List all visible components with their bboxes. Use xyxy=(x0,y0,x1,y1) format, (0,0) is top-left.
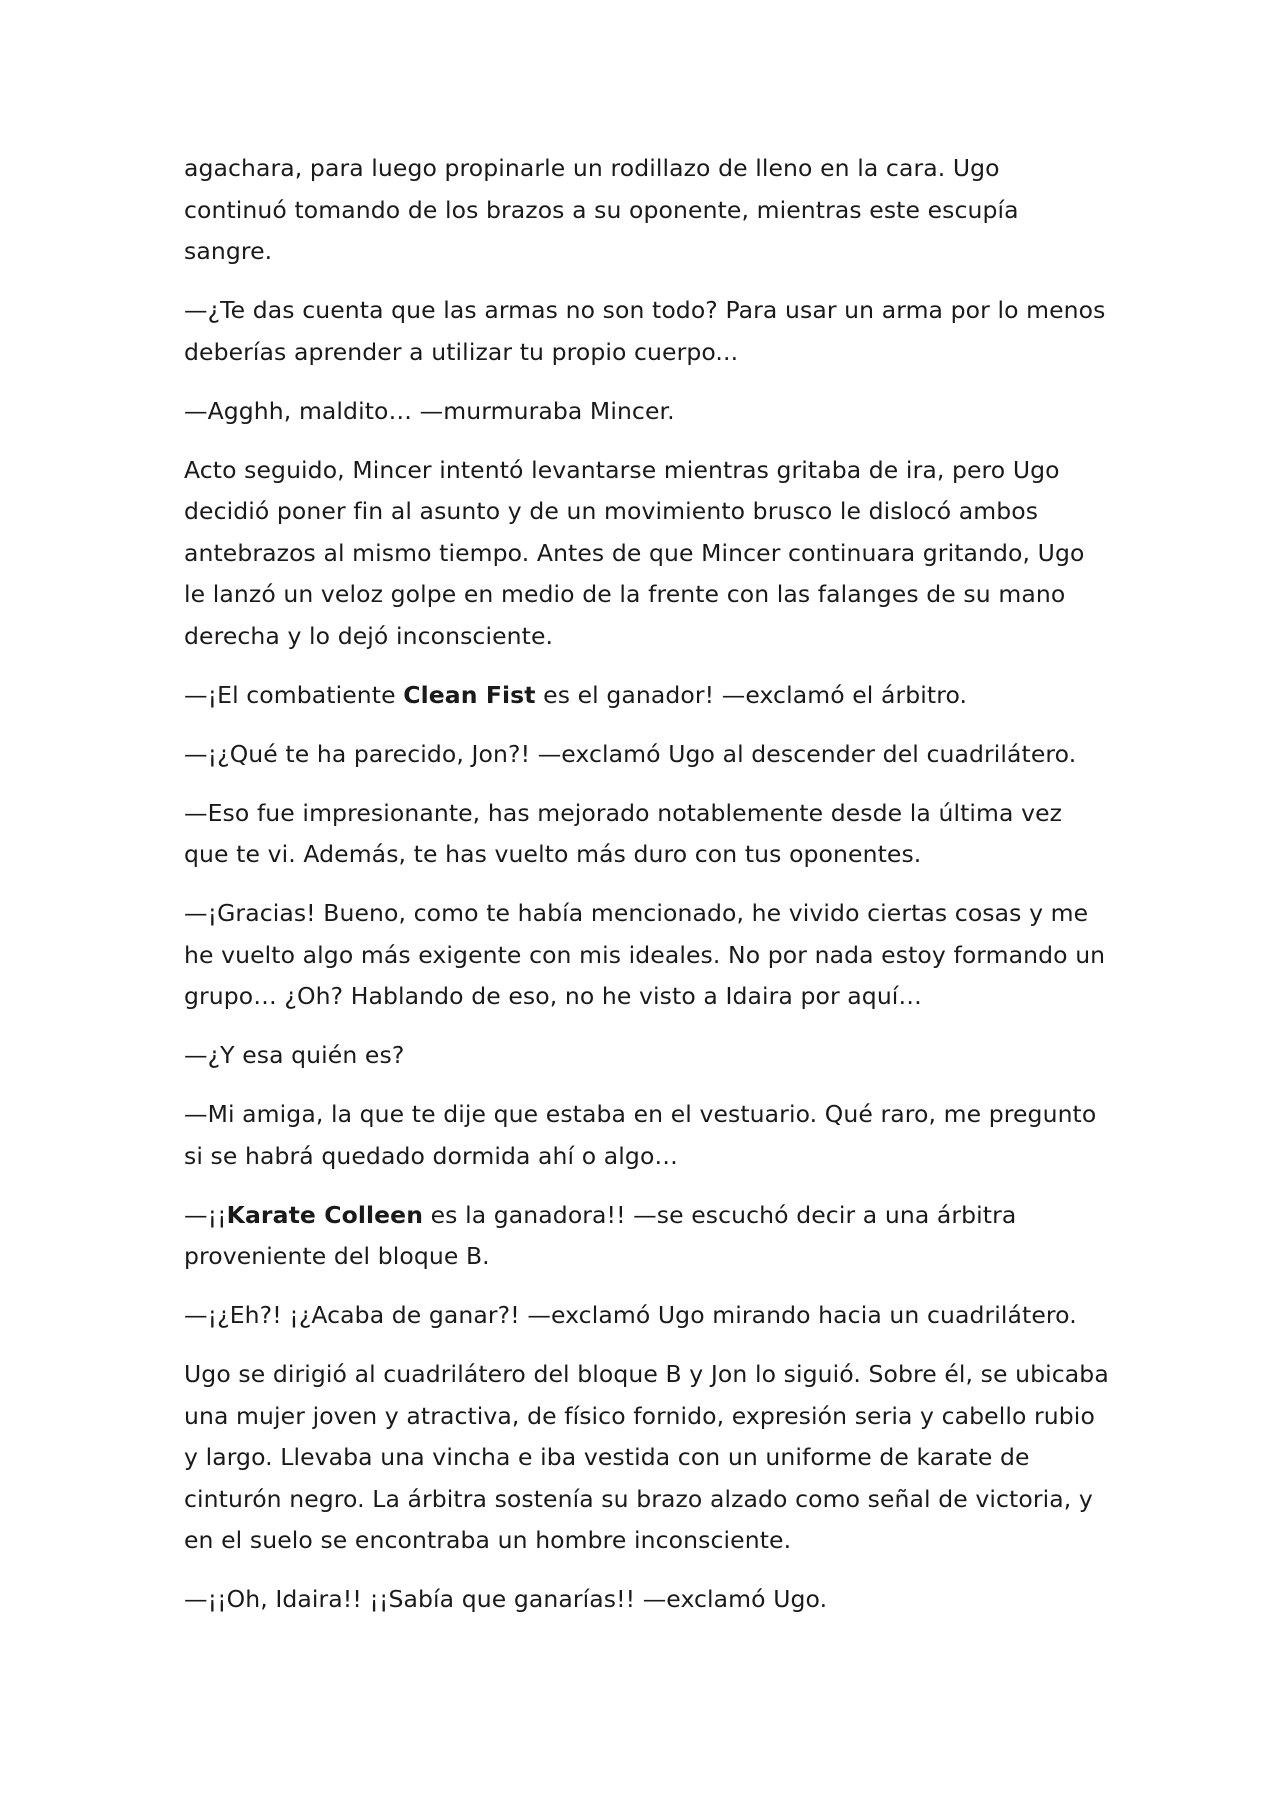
paragraph xyxy=(184,1035,1109,1077)
document-body xyxy=(184,148,1109,1638)
text-segment: Acto seguido, Mincer intentó levantarse mientras gritaba de ira, pero Ugo decidió poner fin al asunto y de un movimiento brusco le dislocó ambos antebrazos al mismo tiempo. Antes de que Mincer continuara gritando, Ugo le lanzó un veloz golpe en medio de la frente con las falanges de su mano derecha y lo dejó inconsciente. xyxy=(184,455,1085,650)
paragraph xyxy=(184,450,1109,658)
paragraph xyxy=(184,734,1109,776)
text-segment: —Mi amiga, la que te dije que estaba en el vestuario. Qué raro, me pregunto si se habrá quedado dormida ahí o algo… xyxy=(184,1100,1097,1170)
text-segment: es la ganadora!! —se escuchó decir a una árbitra proveniente del bloque B. xyxy=(184,1200,1017,1270)
paragraph xyxy=(184,1354,1109,1562)
text-segment: —Agghh, maldito… —murmuraba Mincer. xyxy=(184,396,675,425)
text-segment: —¿Y esa quién es? xyxy=(184,1041,405,1069)
paragraph xyxy=(184,290,1109,373)
text-segment: es el ganador! —exclamó el árbitro. xyxy=(535,680,968,709)
text-segment: —¡¿Eh?! ¡¿Acaba de ganar?! —exclamó Ugo mirando hacia un cuadrilátero. xyxy=(184,1301,1077,1329)
paragraph xyxy=(184,391,1109,433)
text-segment: —Eso fue impresionante, has mejorado notablemente desde la última vez que te vi. Además, te has vuelto más duro con tus oponentes. xyxy=(184,798,1063,868)
paragraph xyxy=(184,793,1109,876)
paragraph xyxy=(184,1579,1109,1621)
paragraph xyxy=(184,1195,1109,1278)
text-segment: —¡Gracias! Bueno, como te había mencionado, he vivido ciertas cosas y me he vuelto algo más exigente con mis ideales. No por nada estoy formando un grupo… ¿Oh? Hablando de eso, no he visto a Idaira por aquí… xyxy=(184,899,1106,1010)
paragraph xyxy=(184,893,1109,1018)
text-segment: —¡El combatiente xyxy=(184,680,404,709)
text-segment: —¡¡ xyxy=(184,1200,227,1229)
paragraph xyxy=(184,1094,1109,1177)
bold-text-segment: Clean Fist xyxy=(403,680,536,709)
text-segment: agachara, para luego propinarle un rodillazo de lleno en la cara. Ugo continuó tomando de los brazos a su oponente, mientras este escupía sangre. xyxy=(184,154,1019,265)
bold-text-segment: Karate Colleen xyxy=(226,1200,424,1229)
text-segment: —¡¿Qué te ha parecido, Jon?! —exclamó Ugo al descender del cuadrilátero. xyxy=(184,739,1077,768)
paragraph xyxy=(184,1295,1109,1337)
text-segment: —¿Te das cuenta que las armas no son todo? Para usar un arma por lo menos deberías aprender a utilizar tu propio cuerpo... xyxy=(184,296,1106,366)
text-segment: —¡¡Oh, Idaira!! ¡¡Sabía que ganarías!! —exclamó Ugo. xyxy=(184,1585,828,1613)
paragraph xyxy=(184,148,1109,273)
text-segment: Ugo se dirigió al cuadrilátero del bloque B y Jon lo siguió. Sobre él, se ubicaba una mujer joven y atractiva, de físico fornido, expresión seria y cabello rubio y largo. Llevaba una vincha e iba vestida con un uniforme de karate de cinturón negro. La árbitra sostenía su brazo alzado como señal de victoria, y en el suelo se encontraba un hombre inconsciente. xyxy=(184,1360,1109,1554)
paragraph xyxy=(184,675,1109,717)
